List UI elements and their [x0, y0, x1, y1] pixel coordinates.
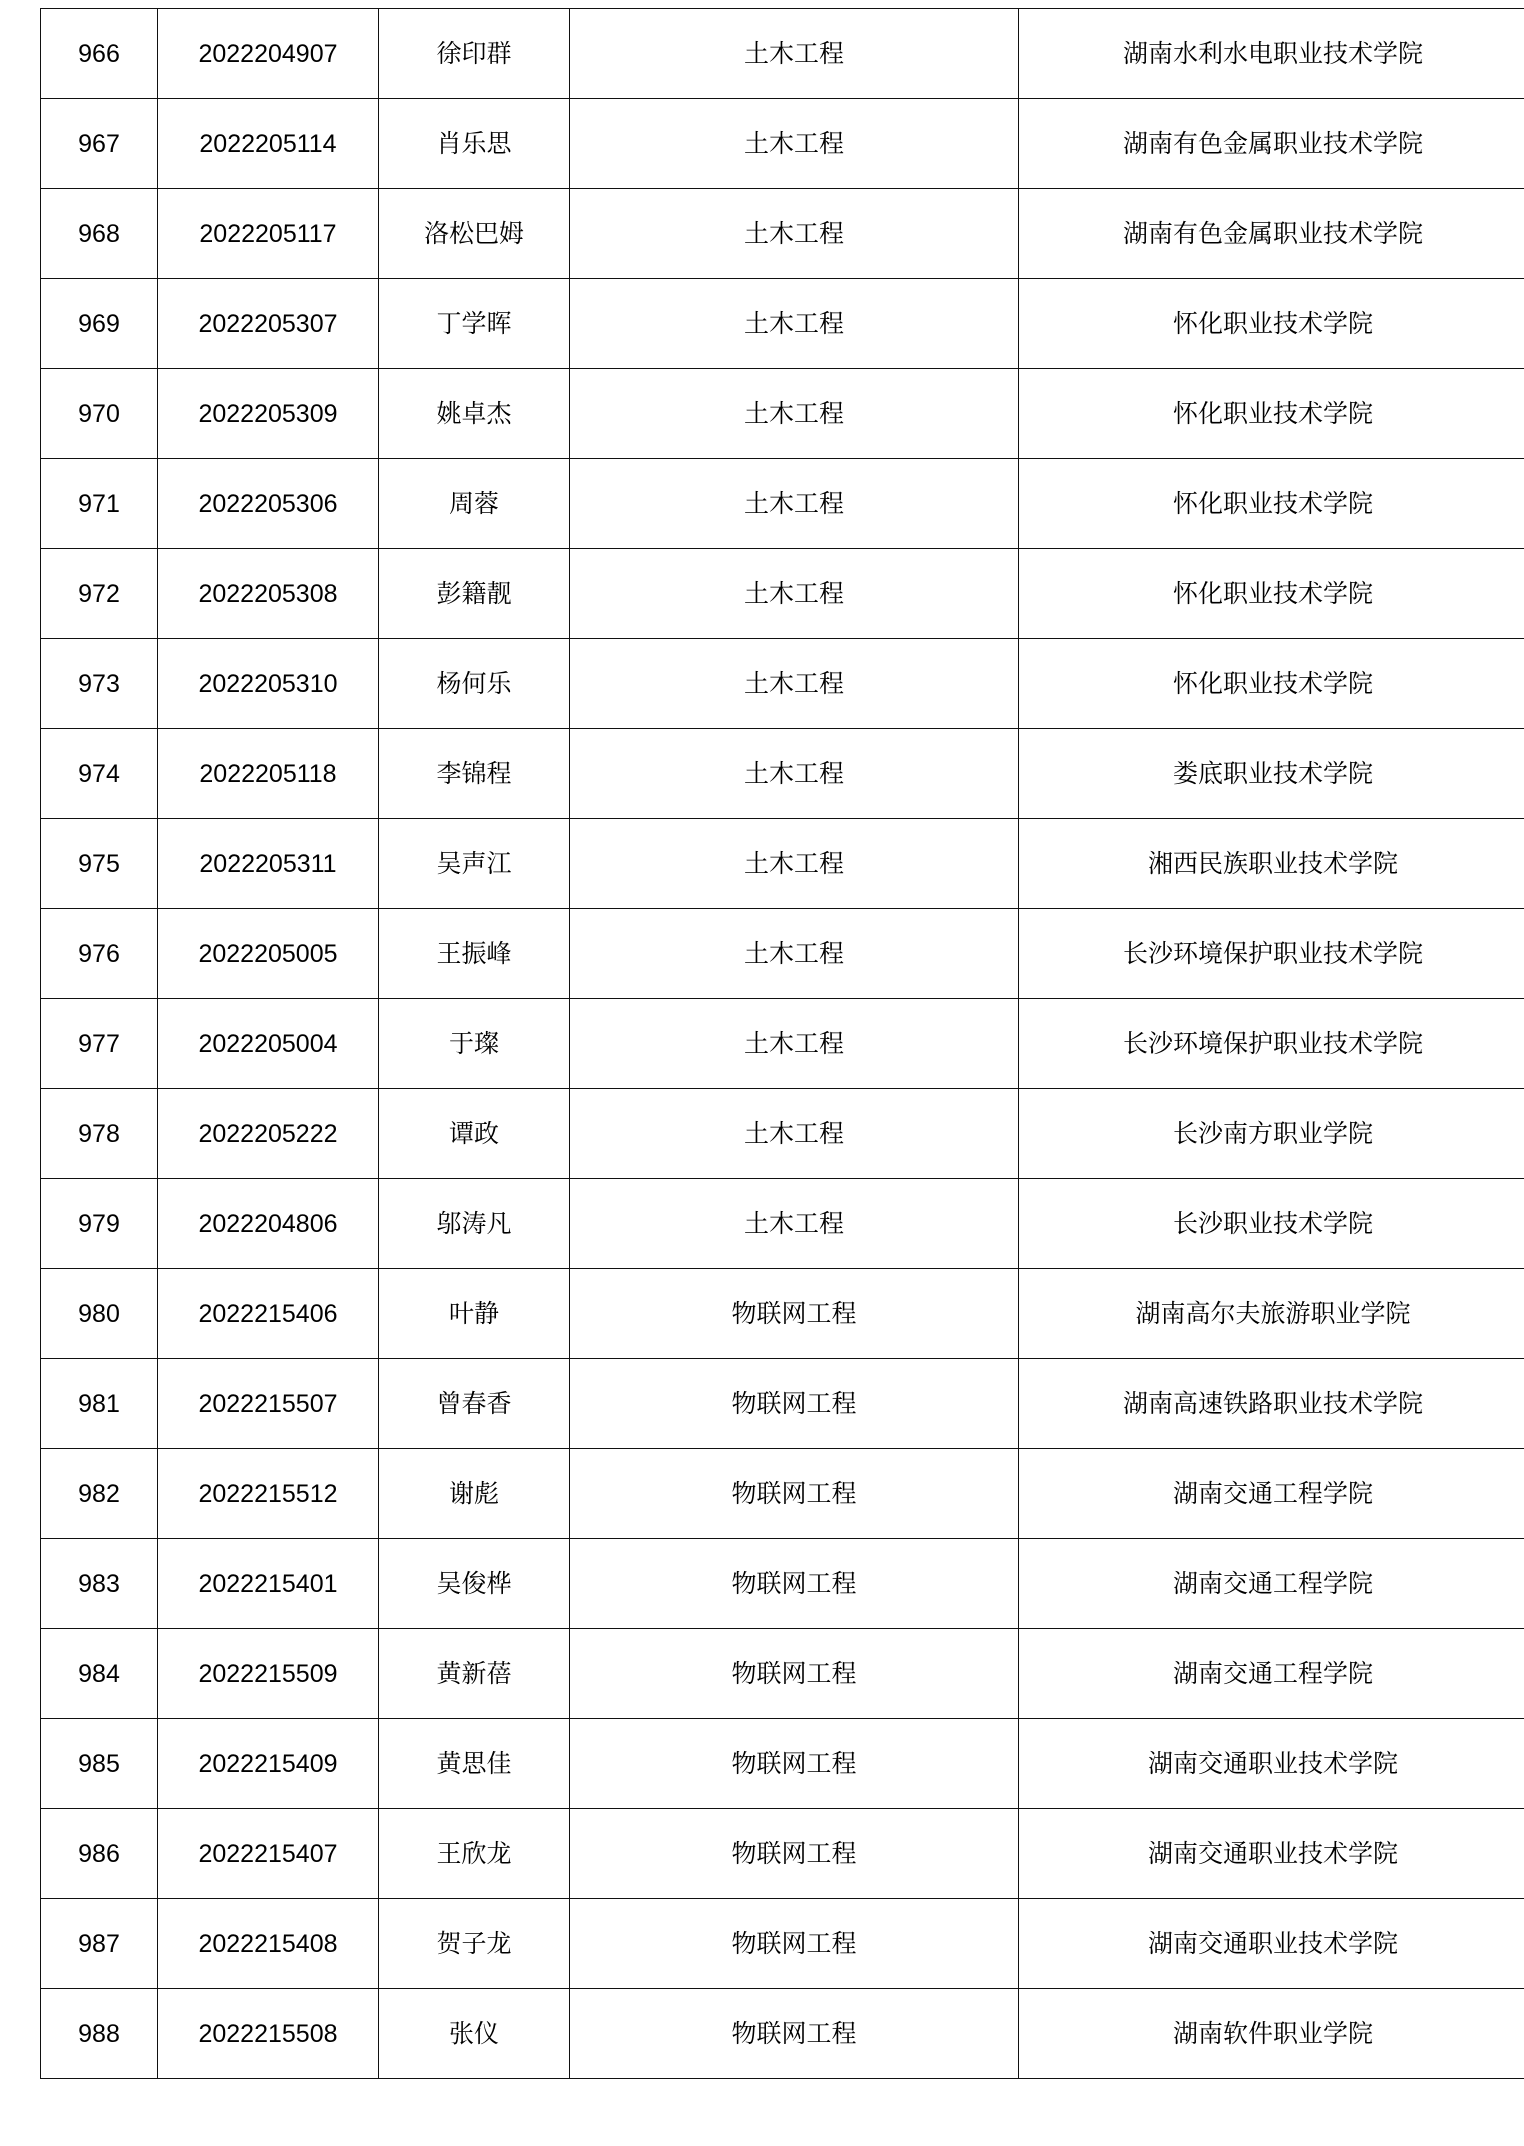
table-row: [41, 279, 1524, 369]
cell-major: 土木工程: [570, 909, 1019, 999]
table-row: [41, 1269, 1524, 1359]
cell-school: 湖南有色金属职业技术学院: [1019, 99, 1524, 189]
table-row: [41, 1539, 1524, 1629]
cell-name: 吴俊桦: [379, 1539, 570, 1629]
cell-name: 黄新蓓: [379, 1629, 570, 1719]
cell-student-id: 2022215407: [158, 1809, 379, 1899]
cell-index: 983: [41, 1539, 158, 1629]
table-row: [41, 459, 1524, 549]
cell-name: 曾春香: [379, 1359, 570, 1449]
cell-major: 物联网工程: [570, 1899, 1019, 1989]
table-row: [41, 729, 1524, 819]
cell-student-id: 2022204806: [158, 1179, 379, 1269]
table-row: [41, 189, 1524, 279]
cell-index: 984: [41, 1629, 158, 1719]
cell-major: 土木工程: [570, 549, 1019, 639]
cell-student-id: 2022204907: [158, 9, 379, 99]
cell-index: 980: [41, 1269, 158, 1359]
cell-name: 王振峰: [379, 909, 570, 999]
cell-name: 李锦程: [379, 729, 570, 819]
cell-major: 土木工程: [570, 9, 1019, 99]
cell-student-id: 2022215508: [158, 1989, 379, 2079]
cell-school: 娄底职业技术学院: [1019, 729, 1524, 819]
cell-school: 怀化职业技术学院: [1019, 279, 1524, 369]
cell-school: 湖南交通工程学院: [1019, 1629, 1524, 1719]
table-row: [41, 909, 1524, 999]
cell-school: 湖南交通工程学院: [1019, 1449, 1524, 1539]
cell-student-id: 2022205118: [158, 729, 379, 819]
cell-major: 物联网工程: [570, 1629, 1019, 1719]
cell-index: 975: [41, 819, 158, 909]
cell-school: 长沙职业技术学院: [1019, 1179, 1524, 1269]
cell-student-id: 2022205114: [158, 99, 379, 189]
cell-student-id: 2022205310: [158, 639, 379, 729]
cell-student-id: 2022215401: [158, 1539, 379, 1629]
cell-index: 973: [41, 639, 158, 729]
cell-major: 土木工程: [570, 189, 1019, 279]
cell-index: 974: [41, 729, 158, 819]
table-row: [41, 1359, 1524, 1449]
cell-index: 969: [41, 279, 158, 369]
cell-major: 土木工程: [570, 999, 1019, 1089]
cell-major: 土木工程: [570, 729, 1019, 819]
cell-student-id: 2022215512: [158, 1449, 379, 1539]
cell-major: 物联网工程: [570, 1449, 1019, 1539]
table-row: [41, 1179, 1524, 1269]
cell-index: 967: [41, 99, 158, 189]
cell-school: 湘西民族职业技术学院: [1019, 819, 1524, 909]
cell-student-id: 2022205222: [158, 1089, 379, 1179]
cell-major: 物联网工程: [570, 1989, 1019, 2079]
cell-index: 985: [41, 1719, 158, 1809]
table-row: [41, 639, 1524, 729]
table-row: [41, 9, 1524, 99]
cell-index: 986: [41, 1809, 158, 1899]
cell-student-id: 2022205306: [158, 459, 379, 549]
table-row: [41, 1449, 1524, 1539]
cell-name: 肖乐思: [379, 99, 570, 189]
table-row: [41, 819, 1524, 909]
cell-major: 土木工程: [570, 99, 1019, 189]
table-body: [41, 9, 1524, 2079]
cell-name: 贺子龙: [379, 1899, 570, 1989]
cell-major: 土木工程: [570, 1179, 1019, 1269]
cell-school: 湖南交通职业技术学院: [1019, 1809, 1524, 1899]
cell-name: 杨何乐: [379, 639, 570, 729]
cell-name: 张仪: [379, 1989, 570, 2079]
cell-index: 971: [41, 459, 158, 549]
cell-student-id: 2022205309: [158, 369, 379, 459]
cell-index: 977: [41, 999, 158, 1089]
cell-school: 湖南水利水电职业技术学院: [1019, 9, 1524, 99]
table-row: [41, 1719, 1524, 1809]
student-roster-table: [40, 8, 1524, 2079]
cell-index: 978: [41, 1089, 158, 1179]
cell-index: 987: [41, 1899, 158, 1989]
cell-major: 土木工程: [570, 459, 1019, 549]
cell-school: 湖南高尔夫旅游职业学院: [1019, 1269, 1524, 1359]
cell-major: 物联网工程: [570, 1539, 1019, 1629]
cell-school: 怀化职业技术学院: [1019, 369, 1524, 459]
cell-school: 怀化职业技术学院: [1019, 549, 1524, 639]
cell-major: 土木工程: [570, 639, 1019, 729]
table-row: [41, 1989, 1524, 2079]
cell-major: 土木工程: [570, 1089, 1019, 1179]
cell-index: 972: [41, 549, 158, 639]
cell-student-id: 2022205117: [158, 189, 379, 279]
cell-school: 长沙南方职业学院: [1019, 1089, 1524, 1179]
table-row: [41, 1629, 1524, 1719]
cell-school: 湖南软件职业学院: [1019, 1989, 1524, 2079]
cell-name: 徐印群: [379, 9, 570, 99]
cell-name: 周蓉: [379, 459, 570, 549]
cell-student-id: 2022215408: [158, 1899, 379, 1989]
cell-name: 吴声江: [379, 819, 570, 909]
cell-school: 湖南有色金属职业技术学院: [1019, 189, 1524, 279]
cell-name: 于璨: [379, 999, 570, 1089]
cell-school: 湖南高速铁路职业技术学院: [1019, 1359, 1524, 1449]
cell-index: 979: [41, 1179, 158, 1269]
cell-name: 姚卓杰: [379, 369, 570, 459]
cell-name: 洛松巴姆: [379, 189, 570, 279]
table-row: [41, 549, 1524, 639]
cell-student-id: 2022215406: [158, 1269, 379, 1359]
cell-school: 怀化职业技术学院: [1019, 639, 1524, 729]
cell-student-id: 2022215409: [158, 1719, 379, 1809]
cell-school: 长沙环境保护职业技术学院: [1019, 909, 1524, 999]
cell-major: 物联网工程: [570, 1809, 1019, 1899]
cell-student-id: 2022205005: [158, 909, 379, 999]
cell-index: 970: [41, 369, 158, 459]
cell-school: 长沙环境保护职业技术学院: [1019, 999, 1524, 1089]
cell-school: 湖南交通职业技术学院: [1019, 1899, 1524, 1989]
table-row: [41, 999, 1524, 1089]
cell-student-id: 2022205311: [158, 819, 379, 909]
cell-major: 土木工程: [570, 819, 1019, 909]
table-row: [41, 1089, 1524, 1179]
cell-student-id: 2022215507: [158, 1359, 379, 1449]
cell-index: 988: [41, 1989, 158, 2079]
cell-name: 彭籍靓: [379, 549, 570, 639]
cell-major: 土木工程: [570, 279, 1019, 369]
cell-student-id: 2022205004: [158, 999, 379, 1089]
cell-name: 黄思佳: [379, 1719, 570, 1809]
cell-major: 物联网工程: [570, 1719, 1019, 1809]
cell-major: 土木工程: [570, 369, 1019, 459]
cell-index: 982: [41, 1449, 158, 1539]
cell-index: 968: [41, 189, 158, 279]
cell-school: 怀化职业技术学院: [1019, 459, 1524, 549]
cell-name: 谢彪: [379, 1449, 570, 1539]
table-row: [41, 369, 1524, 459]
table-row: [41, 99, 1524, 189]
cell-student-id: 2022205308: [158, 549, 379, 639]
cell-name: 丁学晖: [379, 279, 570, 369]
cell-student-id: 2022205307: [158, 279, 379, 369]
table-row: [41, 1809, 1524, 1899]
cell-index: 966: [41, 9, 158, 99]
cell-index: 981: [41, 1359, 158, 1449]
cell-student-id: 2022215509: [158, 1629, 379, 1719]
cell-name: 邬涛凡: [379, 1179, 570, 1269]
cell-index: 976: [41, 909, 158, 999]
cell-name: 叶静: [379, 1269, 570, 1359]
table-row: [41, 1899, 1524, 1989]
cell-school: 湖南交通职业技术学院: [1019, 1719, 1524, 1809]
cell-major: 物联网工程: [570, 1269, 1019, 1359]
cell-name: 王欣龙: [379, 1809, 570, 1899]
cell-name: 谭政: [379, 1089, 570, 1179]
cell-major: 物联网工程: [570, 1359, 1019, 1449]
cell-school: 湖南交通工程学院: [1019, 1539, 1524, 1629]
